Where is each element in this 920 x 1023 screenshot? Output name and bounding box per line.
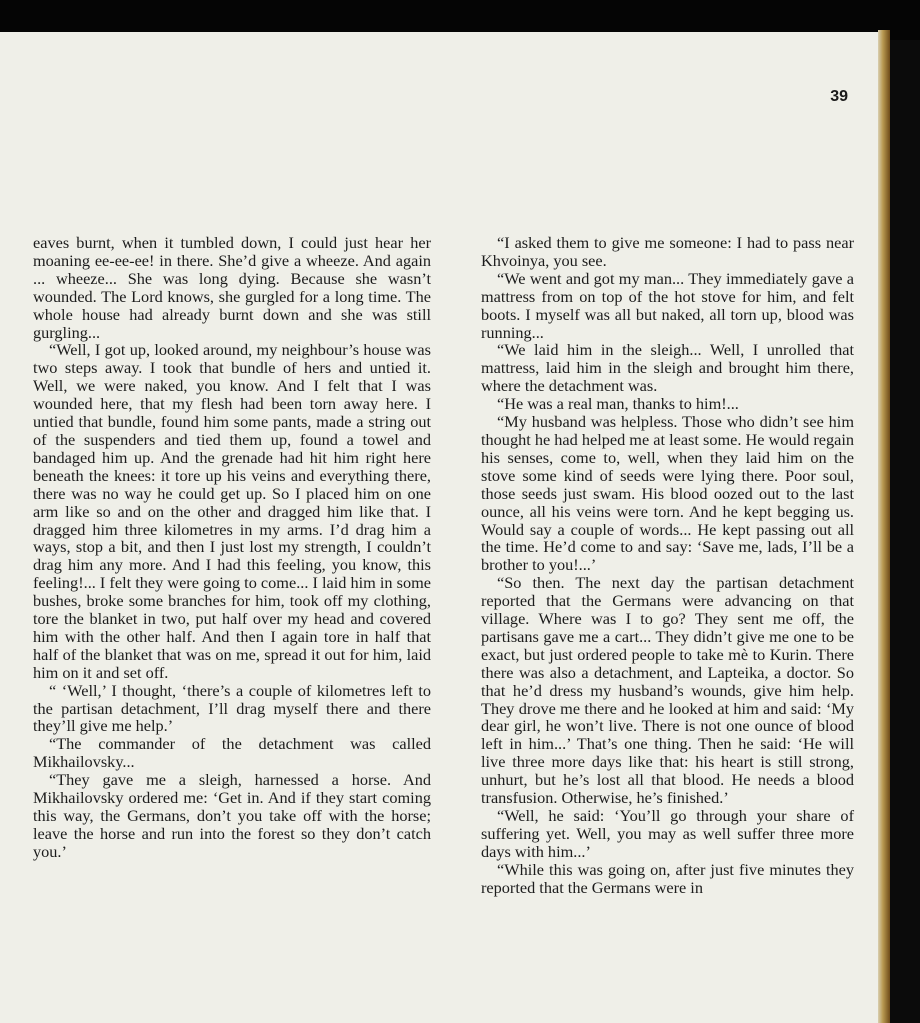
paragraph: “We went and got my man... They immediately gave a mattress from on top of the hot stove for him, and felt boots. I myself was all but naked, all torn up, blood was running...	[481, 268, 854, 342]
paragraph: “While this was going on, after just five minutes they reported that the Germans were in	[481, 859, 854, 897]
book-cover-edge	[890, 40, 920, 1023]
paragraph: eaves burnt, when it tumbled down, I could just hear her moaning ee-ee-ee! in there. She’d give a wheeze. And again ... wheeze... She was long dying. Because she wasn’t wounded. The Lord knows, she gurgled for a long time. The whole house had already burnt down and she was still gurgling...	[33, 233, 431, 342]
paragraph: “They gave me a sleigh, harnessed a horse. And Mikhailovsky ordered me: ‘Get in. And if they start coming this way, the Germans, don’t you take off with the horse; leave the horse and run into the forest so they don’t catch you.’	[33, 770, 431, 861]
paragraph: “We laid him in the sleigh... Well, I unrolled that mattress, laid him in the sleigh and brought him there, where the detachment was.	[481, 340, 854, 396]
paragraph: “So then. The next day the partisan detachment reported that the Germans were advancing on that village. Where was I to go? They sent me off, the partisans gave me a cart... They didn’t give me one to be exact, but just ordered people to take mè to Kurin. There there was also a detachment, and Lapteika, a doctor. So that he’d dress my husband’s wounds, give him help. They drove me there and he looked at him and said: ‘My dear girl, he won’t live. There is not one ounce of blood left in him...’ That’s one thing. Then he said: ‘He will live three more days like that: his heart is still strong, unhurt, but he’s lost all that blood. He needs a blood transfusion. Otherwise, he’s finished.’	[481, 573, 854, 808]
paragraph: “I asked them to give me someone: I had to pass near Khvoinya, you see.	[481, 233, 854, 270]
book-page	[0, 32, 886, 1023]
paragraph: “ ‘Well,’ I thought, ‘there’s a couple of kilometres left to the partisan detachment, I’ll drag myself there and there they’ll give me help.’	[33, 680, 431, 736]
paragraph: “Well, I got up, looked around, my neighbour’s house was two steps away. I took that bundle of hers and untied it. Well, we were naked, you know. And I felt that I was wounded here, that my flesh had been torn away here. I untied that bundle, found him some pants, made a string out of the suspenders and tied them up, found a towel and bandaged him up. And the grenade had hit him right here beneath the knees: it tore up his veins and everything there, there was no way he could get up. So I placed him on one arm like so and on the other and dragged him like that. I dragged him three kilometres in my arms. I’d drag him a ways, stop a bit, and then I just lost my strength, I couldn’t drag him any more. And I had this feeling, you know, this feeling!... I felt they were going to come... I laid him in some bushes, broke some branches for him, took off my clothing, tore the blanket in two, put half over my head and covered him with the other half. And then I again tore in half that half of the blanket that was on me, spread it out for him, laid him on it and set off.	[33, 340, 431, 682]
paragraph: “Well, he said: ‘You’ll go through your share of suffering yet. Well, you may as well suffer three more days with him...’	[481, 806, 854, 861]
paragraph: “The commander of the detachment was called Mikhailovsky...	[33, 734, 431, 772]
page-edge	[878, 30, 890, 1023]
left-text-column	[33, 234, 431, 861]
page-number: 39	[830, 88, 848, 105]
right-text-column	[481, 234, 854, 897]
paragraph: “My husband was helpless. Those who didn’t see him thought he had helped me at least some. He would regain his senses, come to, well, when they laid him on the stove some kind of seeds were lying there. Poor soul, those seeds just swam. His blood oozed out to the last ounce, all his veins were torn. And he kept begging us. Would say a couple of words... He kept passing out all the time. He’d come to and say: ‘Save me, lads, I’ll be a brother to you!...’	[481, 412, 855, 575]
paragraph: “He was a real man, thanks to him!...	[497, 394, 739, 414]
